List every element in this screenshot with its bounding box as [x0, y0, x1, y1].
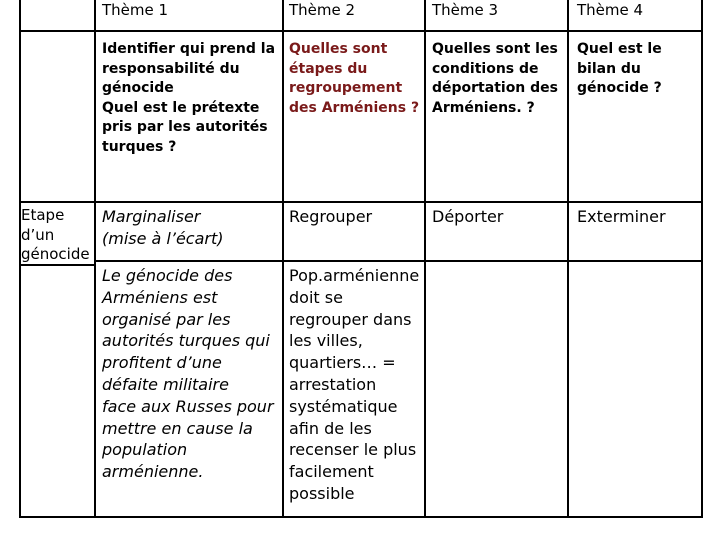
question-theme-2: Quelles sont étapes du regroupement des Arméniens ? — [289, 41, 420, 116]
step-theme-2: Regrouper — [289, 207, 373, 226]
question-theme-1: Identifier qui prend la responsabilité du génocide Quel est le prétexte pris par les autorités turques ? — [102, 41, 276, 155]
step-theme-3: Déporter — [432, 207, 504, 226]
table-divider-row3 — [94, 260, 703, 262]
table-divider-col3 — [424, 0, 426, 518]
step-theme-1: Marginaliser (mise à l’écart) — [102, 207, 224, 248]
header-theme-3: Thème 3 — [432, 1, 499, 19]
table-divider-row1 — [19, 30, 703, 32]
header-theme-2: Thème 2 — [289, 1, 356, 19]
table-divider-col4 — [567, 0, 569, 518]
answer-theme-2: Pop.arménienne doit se regrouper dans les villes, quartiers… = arrestation systématique afin de les recenser le plus facilement possible — [289, 266, 420, 503]
table-divider-col2 — [282, 0, 284, 518]
table-divider-row2 — [19, 201, 703, 203]
table-border-bottom — [19, 516, 703, 518]
step-theme-4: Exterminer — [577, 207, 666, 226]
table-divider-col1 — [94, 0, 96, 518]
question-theme-3: Quelles sont les conditions de déportation des Arméniens. ? — [432, 41, 558, 116]
answer-theme-1: Le génocide des Arméniens est organisé par les autorités turques qui profitent d’une défaite militaire face aux Russes pour mettre en cause la population arménienne. — [102, 266, 274, 482]
header-theme-4: Thème 4 — [577, 1, 644, 19]
row-label: Etape d’un génocide — [21, 206, 90, 263]
table-border-right — [701, 0, 703, 518]
question-theme-4: Quel est le bilan du génocide ? — [577, 41, 662, 96]
header-theme-1: Thème 1 — [102, 1, 169, 19]
